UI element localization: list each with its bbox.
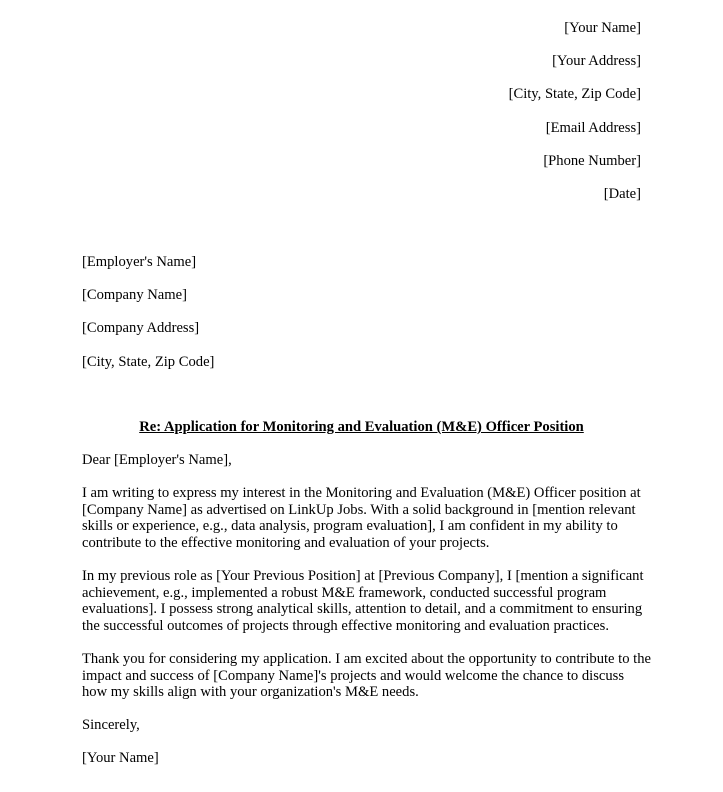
letter-date: [Date] <box>603 185 641 202</box>
closing: Sincerely, <box>82 717 140 733</box>
paragraph-3 <box>82 651 652 701</box>
paragraph-1 <box>82 485 652 551</box>
recipient-company-address: [Company Address] <box>82 320 200 337</box>
paragraph-line: evaluations]. I possess strong analytical skills, attention to detail, and a commitment to ensuring <box>82 601 643 617</box>
paragraph-line: achievement, e.g., implemented a robust M&E framework, conducted successful program <box>82 584 607 601</box>
paragraph-line: In my previous role as [Your Previous Position] at [Previous Company], I [mention a significant <box>82 568 644 584</box>
paragraph-2 <box>82 568 652 634</box>
recipient-employer-name: [Employer's Name] <box>82 254 197 270</box>
salutation: Dear [Employer's Name], <box>82 452 232 468</box>
sender-name: [Your Name] <box>564 20 641 36</box>
sender-address: [Your Address] <box>552 53 641 70</box>
paragraph-line: how my skills align with your organization's M&E needs. <box>82 684 419 700</box>
recipient-block <box>82 253 214 386</box>
recipient-city-state-zip: [City, State, Zip Code] <box>82 353 215 370</box>
signature-name: [Your Name] <box>82 750 159 766</box>
recipient-company-name: [Company Name] <box>82 287 187 304</box>
paragraph-line: I am writing to express my interest in the Monitoring and Evaluation (M&E) Officer position at <box>82 485 641 501</box>
subject-line: Re: Application for Monitoring and Evaluation (M&E) Officer Position <box>139 419 584 435</box>
sender-block <box>509 19 641 218</box>
paragraph-line: Thank you for considering my application. I am excited about the opportunity to contribute to the <box>82 651 652 667</box>
sender-email: [Email Address] <box>545 119 641 136</box>
paragraph-line: contribute to the effective monitoring and evaluation of your projects. <box>82 534 490 551</box>
paragraph-line: the successful outcomes of projects through effective monitoring and evaluation practices. <box>82 617 609 634</box>
sender-city-state-zip: [City, State, Zip Code] <box>508 86 641 103</box>
paragraph-line: impact and success of [Company Name]'s projects and would welcome the chance to discuss <box>82 667 625 684</box>
sender-phone: [Phone Number] <box>543 152 641 169</box>
paragraph-line: [Company Name] as advertised on LinkUp Jobs. With a solid background in [mention relevant <box>82 501 636 518</box>
paragraph-line: skills or experience, e.g., data analysis, program evaluation], I am confident in my ability to <box>82 518 618 534</box>
